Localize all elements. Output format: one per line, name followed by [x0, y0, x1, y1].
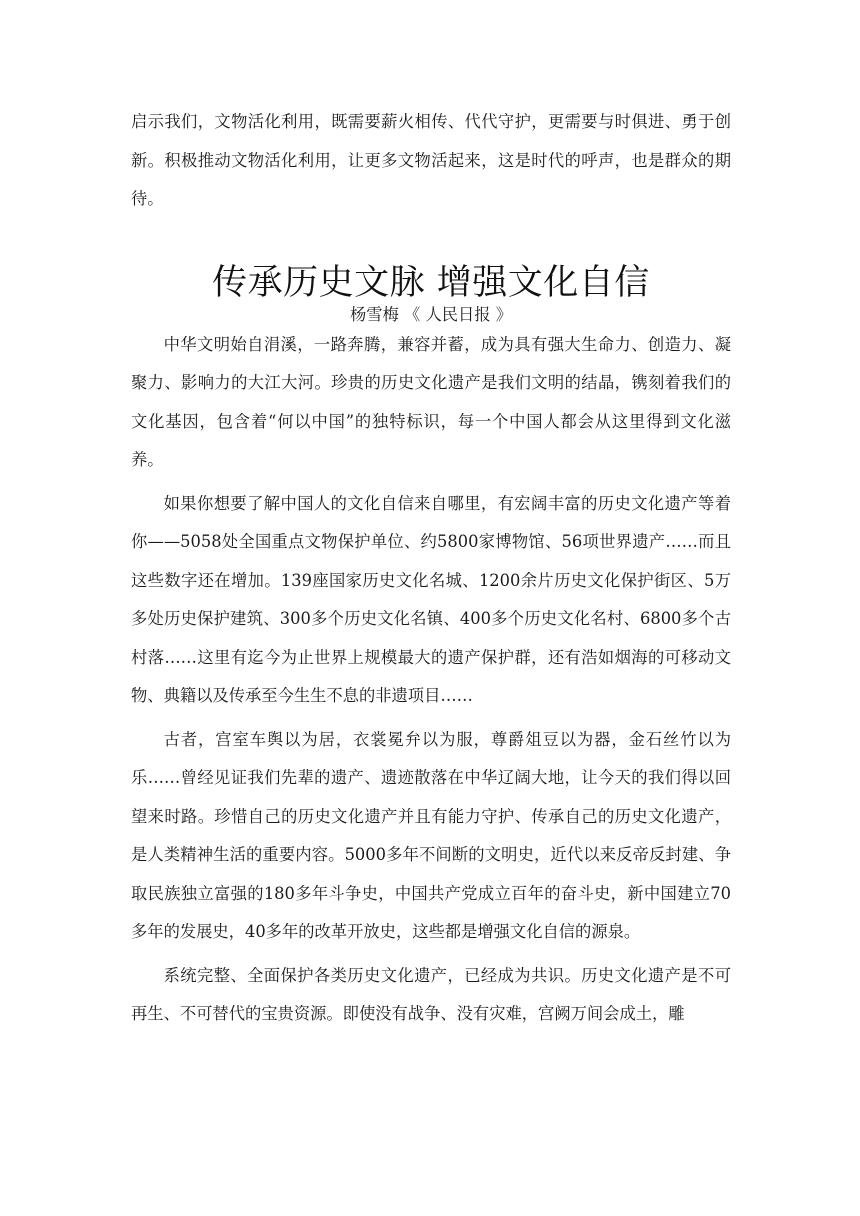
article-paragraph-2: 如果你想要了解中国人的文化自信来自哪里，有宏阔丰富的历史文化遗产等着你——5058处全国重点文物保护单位、约5800家博物馆、56项世界遗产……而且这些数字还在增加。139座国家历史文化名城、1200余片历史文化保护街区、5万多处历史保护建筑、300多个历史文化名镇、400多个历史文化名村、6800多个古村落……这里有迄今为止世界上规模最大的遗产保护群，还有浩如烟海的可移动文物、典籍以及传承至今生生不息的非遗项目…… [131, 493, 731, 705]
article-title: 传承历史文脉 增强文化自信 [212, 262, 650, 303]
section-gap [131, 219, 731, 261]
article-paragraph-4: 系统完整、全面保护各类历史文化遗产，已经成为共识。历史文化遗产是不可再生、不可替代的宝贵资源。即使没有战争、没有灾难，宫阙万间会成土，雕 [131, 965, 731, 1023]
article-paragraph-1: 中华文明始自涓溪，一路奔腾，兼容并蓄，成为具有强大生命力、创造力、凝聚力、影响力的大江大河。珍贵的历史文化遗产是我们文明的结晶，镌刻着我们的文化基因，包含着“何以中国”的独特标识，每一个中国人都会从这里得到文化滋养。 [131, 334, 731, 469]
article-byline: 杨雪梅 《 人民日报 》 [349, 304, 513, 324]
intro-paragraph: 启示我们，文物活化利用，既需要薪火相传、代代守护，更需要与时俱进、勇于创新。积极推动文物活化利用，让更多文物活起来，这是时代的呼声，也是群众的期待。 [131, 112, 731, 208]
document-page [131, 103, 731, 1034]
article-paragraph-3: 古者，宫室车舆以为居，衣裳冕弁以为服，尊爵俎豆以为器，金石丝竹以为乐……曾经见证我们先辈的遗产、遗迹散落在中华辽阔大地，让今天的我们得以回望来时路。珍惜自己的历史文化遗产并且有能力守护、传承自己的历史文化遗产，是人类精神生活的重要内容。5000多年不间断的文明史，近代以来反帝反封建、争取民族独立富强的180多年斗争史，中国共产党成立百年的奋斗史，新中国建立70多年的发展史，40多年的改革开放史，这些都是增强文化自信的源泉。 [131, 729, 731, 941]
